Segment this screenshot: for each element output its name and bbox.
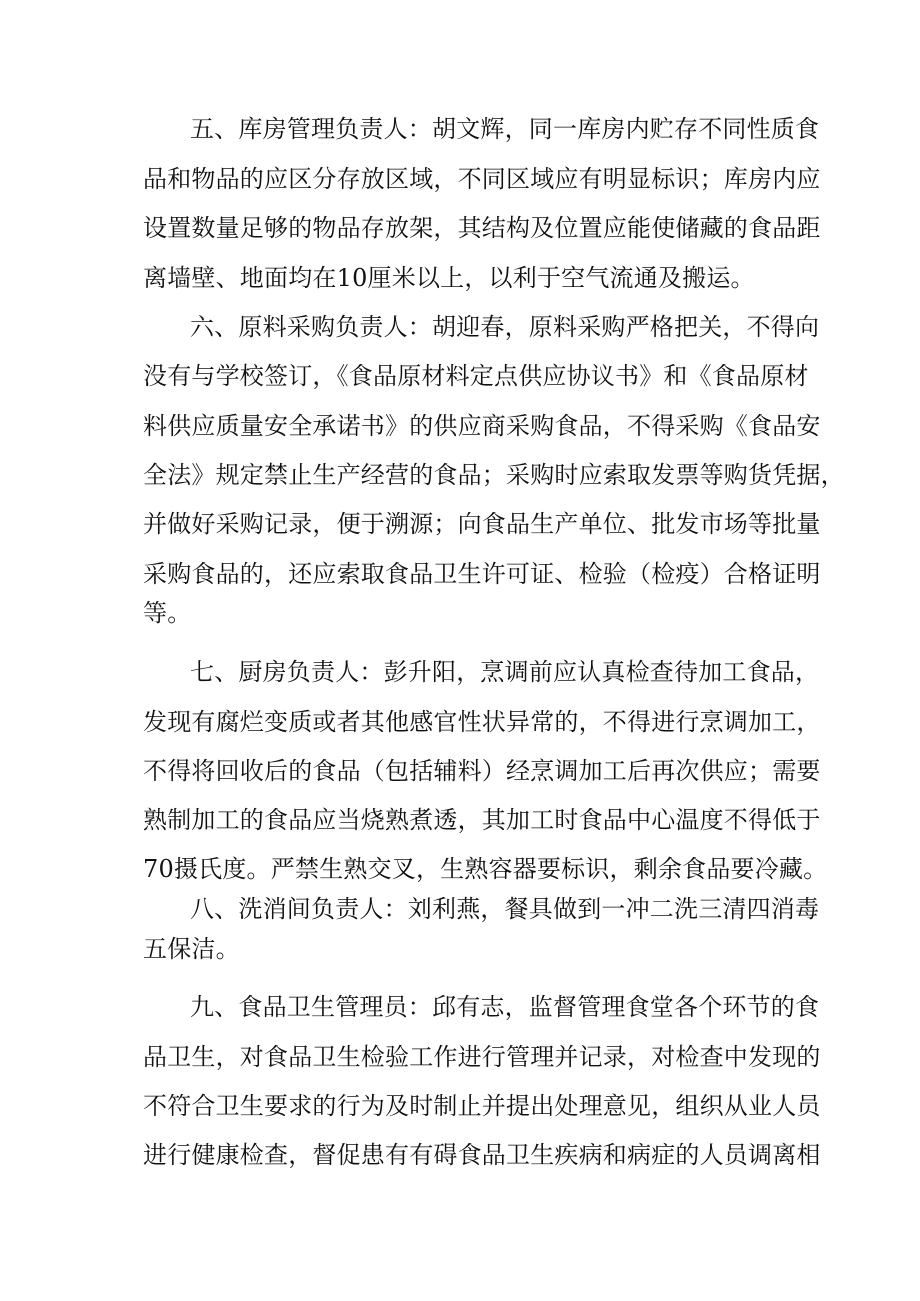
section-6-line-4: 全法》规定禁止生产经营的食品；采购时应索取发票等购货凭据， — [143, 461, 845, 489]
section-7-line-5: 70摄氏度。严禁生熟交叉，生熟容器要标识，剩余食品要冷藏。 — [143, 855, 828, 883]
section-6-line-3: 料供应质量安全承诺书》的供应商采购食品，不得采购《食品安 — [143, 412, 821, 440]
section-8-line-1: 八、洗消间负责人：刘利燕，餐具做到一冲二洗三清四消毒 — [190, 895, 820, 923]
section-6-line-7: 等。 — [143, 599, 192, 627]
section-6-line-1: 六、原料采购负责人：胡迎春，原料采购严格把关，不得向 — [190, 313, 820, 341]
section-8-line-2: 五保洁。 — [143, 935, 240, 963]
section-7-line-3: 不得将回收后的食品（包括辅料）经烹调加工后再次供应；需要 — [143, 757, 821, 785]
section-5-line-4: 离墙壁、地面均在10厘米以上，以利于空气流通及搬运。 — [143, 264, 755, 292]
section-9-line-1: 九、食品卫生管理员：邱有志，监督管理食堂各个环节的食 — [190, 993, 820, 1021]
section-9-line-3: 不符合卫生要求的行为及时制止并提出处理意见，组织从业人员 — [143, 1092, 821, 1120]
section-7-line-4: 熟制加工的食品应当烧熟煮透，其加工时食品中心温度不得低于 — [143, 806, 821, 834]
section-9-line-2: 品卫生，对食品卫生检验工作进行管理并记录，对检查中发现的 — [143, 1043, 821, 1071]
section-6-line-2: 没有与学校签订，《食品原材料定点供应协议书》和《食品原材 — [143, 362, 809, 390]
section-9-line-4: 进行健康检查，督促患有有碍食品卫生疾病和病症的人员调离相 — [143, 1141, 821, 1169]
section-6-line-6: 采购食品的，还应索取食品卫生许可证、检验（检疫）合格证明 — [143, 560, 821, 588]
section-5-line-2: 品和物品的应区分存放区域，不同区域应有明显标识；库房内应 — [143, 165, 821, 193]
section-7-line-1: 七、厨房负责人：彭升阳，烹调前应认真检查待加工食品， — [190, 658, 820, 686]
section-6-line-5: 并做好采购记录，便于溯源；向食品生产单位、批发市场等批量 — [143, 510, 821, 538]
section-5-line-3: 设置数量足够的物品存放架，其结构及位置应能使储藏的食品距 — [143, 214, 821, 242]
section-7-line-2: 发现有腐烂变质或者其他感官性状异常的，不得进行烹调加工， — [143, 708, 821, 736]
section-5-line-1: 五、库房管理负责人：胡文辉，同一库房内贮存不同性质食 — [190, 115, 820, 143]
